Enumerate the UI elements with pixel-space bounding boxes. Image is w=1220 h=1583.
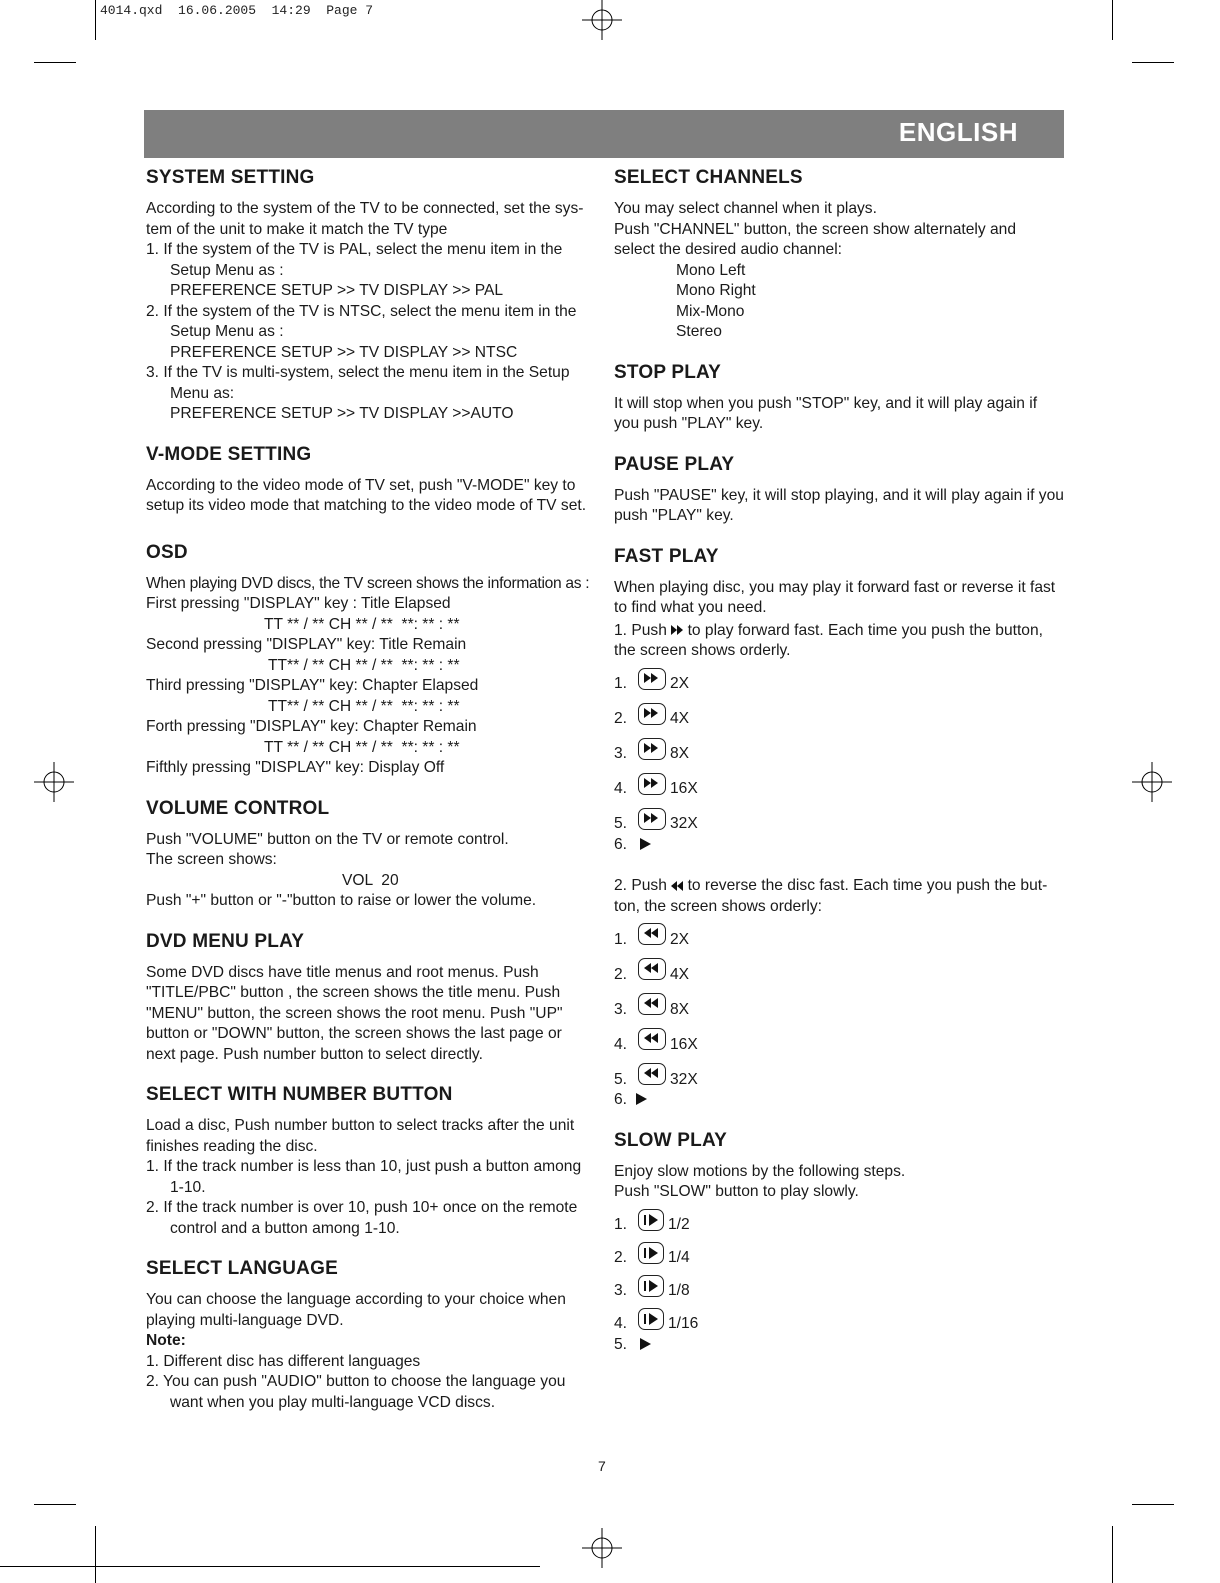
text-line	[614, 876, 1066, 897]
speed-label: 1/8	[668, 1282, 690, 1299]
section-title: FAST PLAY	[614, 545, 719, 567]
text-line: Push "VOLUME" button on the TV or remote control.	[146, 830, 509, 848]
speed-row	[614, 985, 1066, 1020]
text-fragment: to play forward fast. Each time you push the button,	[687, 621, 1043, 639]
text-line: you push "PLAY" key.	[614, 415, 764, 432]
text-line: Push "CHANNEL" button, the screen show alternately and	[614, 220, 1016, 238]
section-system-setting	[146, 166, 598, 425]
crop-mark	[1112, 1526, 1113, 1583]
list-item: 2. If the track number is over 10, push 10+ once on the remote	[146, 1199, 578, 1216]
text-line: Load a disc, Push number button to select tracks after the unit	[146, 1117, 575, 1134]
text-line: control and a button among 1-10.	[170, 1219, 400, 1237]
menu-path: PREFERENCE SETUP >> TV DISPLAY >> NTSC	[170, 343, 518, 361]
text-line: Some DVD discs have title menus and root menus. Push	[146, 963, 539, 981]
speed-row	[614, 1335, 1066, 1356]
channel-option: Mono Left	[676, 261, 746, 279]
note-label: Note:	[146, 1332, 186, 1349]
text-line: 1-10.	[170, 1178, 206, 1196]
fast-forward-icon	[671, 625, 683, 635]
text-line: The screen shows:	[146, 851, 277, 868]
registration-mark-icon	[1132, 762, 1172, 802]
crop-mark	[1132, 1504, 1174, 1505]
language-label: ENGLISH	[898, 117, 1018, 147]
section-title: SLOW PLAY	[614, 1129, 727, 1151]
osd-readout: TT ** / ** CH ** / ** **: ** : **	[264, 738, 460, 756]
step-number: 5.	[614, 815, 628, 832]
osd-readout: TT ** / ** CH ** / ** **: ** : **	[264, 615, 460, 633]
registration-mark-icon	[582, 0, 622, 40]
step-number: 2.	[614, 1249, 628, 1266]
speed-row	[614, 1055, 1066, 1090]
speed-row	[614, 695, 1066, 730]
text-line: Push "SLOW" button to play slowly.	[614, 1183, 859, 1200]
speed-label: 8X	[670, 745, 690, 762]
crop-mark	[1112, 0, 1113, 40]
speed-row	[614, 1269, 1066, 1302]
list-item: 1. If the system of the TV is PAL, select the menu item in the	[146, 241, 563, 258]
speed-label: 16X	[670, 1035, 698, 1053]
fast-reverse-key-icon	[638, 923, 666, 945]
slow-key-icon	[638, 1242, 664, 1264]
speed-label: 32X	[670, 815, 698, 832]
slow-key-icon	[638, 1308, 664, 1330]
speed-row	[614, 1236, 1066, 1269]
section-volume-control	[146, 797, 598, 912]
slow-speed-list	[614, 1203, 1066, 1356]
text-fragment: 1. Push	[614, 621, 667, 639]
list-item: 2. You can push "AUDIO" button to choose the language you	[146, 1373, 566, 1390]
fast-reverse-key-icon	[638, 1028, 666, 1050]
speed-row	[614, 660, 1066, 695]
step-number: 5.	[614, 1335, 628, 1353]
step-number: 3.	[614, 745, 628, 762]
fast-forward-key-icon	[638, 703, 666, 725]
step-number: 2.	[614, 965, 628, 983]
crop-mark	[95, 0, 96, 40]
speed-row	[614, 1090, 1066, 1111]
text-line: to find what you need.	[614, 599, 767, 616]
section-slow-play	[614, 1129, 1066, 1356]
text-line: button or "DOWN" button, the screen shows the last page or	[146, 1025, 562, 1042]
text-line: Push "PAUSE" key, it will stop playing, and it will play again if you	[614, 486, 1064, 504]
crop-mark	[95, 1526, 96, 1583]
list-item: 2. If the system of the TV is NTSC, select the menu item in the	[146, 302, 577, 320]
registration-mark-icon	[34, 762, 74, 802]
speed-row	[614, 765, 1066, 800]
text-line: tem of the unit to make it match the TV type	[146, 220, 448, 238]
section-title: V-MODE SETTING	[146, 443, 312, 465]
step-number: 1.	[614, 1216, 628, 1233]
section-pause-play	[614, 453, 1066, 527]
reverse-speed-list	[614, 915, 1066, 1111]
text-line: the screen shows orderly.	[614, 642, 791, 659]
volume-readout: VOL 20	[342, 871, 399, 889]
channel-option: Mix-Mono	[676, 302, 745, 320]
slow-key-icon	[638, 1275, 664, 1297]
section-title: SELECT WITH NUMBER BUTTON	[146, 1084, 453, 1105]
text-line: select the desired audio channel:	[614, 241, 842, 258]
text-line: When playing disc, you may play it forward fast or reverse it fast	[614, 578, 1056, 596]
fast-reverse-key-icon	[638, 958, 666, 980]
play-icon	[636, 1093, 647, 1105]
text-line: Setup Menu as :	[170, 323, 284, 340]
text-fragment: to reverse the disc fast. Each time you push the but-	[687, 877, 1048, 894]
text-line: next page. Push number button to select directly.	[146, 1045, 483, 1063]
step-number: 6.	[614, 1091, 628, 1108]
text-line: Push "+" button or "-"button to raise or lower the volume.	[146, 892, 537, 909]
text-line: Fifthly pressing "DISPLAY" key: Display Off	[146, 759, 445, 776]
text-line: "TITLE/PBC" button , the screen shows the title menu. Push	[146, 984, 561, 1001]
channel-option: Stereo	[676, 323, 722, 340]
speed-label: 4X	[670, 710, 690, 727]
text-line: Second pressing "DISPLAY" key: Title Remain	[146, 636, 467, 653]
text-line: When playing DVD discs, the TV screen shows the information as :	[146, 574, 590, 592]
text-line: You may select channel when it plays.	[614, 200, 877, 217]
text-line: playing multi-language DVD.	[146, 1311, 344, 1329]
section-osd	[146, 541, 598, 779]
osd-readout: TT** / ** CH ** / ** **: ** : **	[268, 656, 460, 674]
section-title: SYSTEM SETTING	[146, 167, 315, 188]
step-number: 4.	[614, 1035, 628, 1053]
fast-forward-key-icon	[638, 773, 666, 795]
speed-row	[614, 835, 1066, 856]
forward-speed-list	[614, 660, 1066, 856]
right-column	[614, 166, 1066, 1373]
menu-path: PREFERENCE SETUP >> TV DISPLAY >>AUTO	[170, 405, 514, 422]
crop-mark	[34, 1504, 76, 1505]
section-title: VOLUME CONTROL	[146, 797, 330, 819]
text-line: First pressing "DISPLAY" key : Title Elapsed	[146, 595, 451, 612]
section-stop-play	[614, 361, 1066, 435]
step-number: 6.	[614, 835, 628, 853]
speed-row	[614, 730, 1066, 765]
channel-options	[614, 261, 1066, 343]
step-number: 3.	[614, 1282, 628, 1299]
channel-option: Mono Right	[676, 282, 756, 299]
section-dvd-menu-play	[146, 930, 598, 1066]
text-line: push "PLAY" key.	[614, 507, 734, 524]
page-number: 7	[598, 1458, 606, 1474]
print-slug: 4014.qxd 16.06.2005 14:29 Page 7	[100, 3, 374, 18]
left-column	[146, 166, 598, 1431]
speed-label: 1/2	[668, 1216, 690, 1233]
speed-row	[614, 915, 1066, 950]
fast-reverse-icon	[671, 881, 683, 891]
fast-reverse-key-icon	[638, 1063, 666, 1085]
section-title: SELECT CHANNELS	[614, 167, 803, 188]
crop-mark	[34, 62, 76, 63]
step-number: 1.	[614, 675, 628, 692]
registration-mark-icon	[582, 1528, 622, 1568]
section-title: OSD	[146, 541, 188, 563]
text-line: Menu as:	[170, 384, 235, 402]
text-line: According to the system of the TV to be connected, set the sys-	[146, 200, 584, 217]
section-title: STOP PLAY	[614, 361, 722, 383]
text-line: Forth pressing "DISPLAY" key: Chapter Remain	[146, 718, 477, 735]
fast-forward-key-icon	[638, 808, 666, 830]
section-select-language	[146, 1257, 598, 1413]
speed-label: 1/16	[668, 1315, 699, 1332]
section-vmode-setting	[146, 443, 598, 517]
text-line: finishes reading the disc.	[146, 1137, 318, 1155]
speed-row	[614, 800, 1066, 835]
section-title: DVD MENU PLAY	[146, 930, 305, 952]
speed-label: 16X	[670, 780, 698, 797]
step-number: 3.	[614, 1000, 628, 1018]
section-select-with-number-button	[146, 1083, 598, 1239]
speed-label: 8X	[670, 1000, 690, 1018]
fast-forward-key-icon	[638, 738, 666, 760]
speed-row	[614, 1203, 1066, 1236]
speed-label: 32X	[670, 1070, 698, 1088]
language-header-bar	[144, 110, 1064, 158]
play-icon	[640, 1338, 651, 1350]
section-title: PAUSE PLAY	[614, 453, 735, 475]
play-icon	[640, 838, 651, 850]
list-item: 3. If the TV is multi-system, select the menu item in the Setup	[146, 364, 570, 381]
fast-reverse-key-icon	[638, 993, 666, 1015]
step-number: 1.	[614, 930, 628, 948]
text-line: Setup Menu as :	[170, 261, 284, 279]
osd-readout: TT** / ** CH ** / ** **: ** : **	[268, 697, 460, 715]
speed-label: 1/4	[668, 1249, 690, 1266]
speed-label: 4X	[670, 965, 690, 983]
text-fragment: 2. Push	[614, 877, 667, 894]
list-item: 1. If the track number is less than 10, just push a button among	[146, 1158, 582, 1175]
step-number: 4.	[614, 780, 628, 797]
slow-key-icon	[638, 1209, 664, 1231]
crop-mark	[1132, 62, 1174, 63]
text-line: want when you play multi-language VCD discs.	[170, 1393, 496, 1411]
text-line: According to the video mode of TV set, push "V-MODE" key to	[146, 476, 576, 494]
step-number: 5.	[614, 1070, 628, 1088]
text-line: It will stop when you push "STOP" key, and it will play again if	[614, 394, 1038, 412]
step-number: 2.	[614, 710, 628, 727]
text-line: setup its video mode that matching to the video mode of TV set.	[146, 497, 587, 514]
speed-row	[614, 1020, 1066, 1055]
text-line: Enjoy slow motions by the following steps.	[614, 1162, 906, 1180]
step-number: 4.	[614, 1315, 628, 1332]
speed-label: 2X	[670, 930, 690, 948]
crop-mark	[0, 1566, 540, 1567]
speed-label: 2X	[670, 675, 690, 692]
text-line: ton, the screen shows orderly:	[614, 897, 823, 915]
text-line: "MENU" button, the screen shows the root menu. Push "UP"	[146, 1004, 563, 1022]
speed-row	[614, 1302, 1066, 1335]
text-line: You can choose the language according to your choice when	[146, 1291, 566, 1308]
section-fast-play	[614, 545, 1066, 1111]
menu-path: PREFERENCE SETUP >> TV DISPLAY >> PAL	[170, 282, 504, 299]
text-line: Third pressing "DISPLAY" key: Chapter Elapsed	[146, 677, 479, 694]
text-line	[614, 621, 1066, 642]
speed-row	[614, 950, 1066, 985]
fast-forward-key-icon	[638, 668, 666, 690]
section-title: SELECT LANGUAGE	[146, 1258, 338, 1279]
section-select-channels	[614, 166, 1066, 343]
list-item: 1. Different disc has different languages	[146, 1352, 421, 1370]
